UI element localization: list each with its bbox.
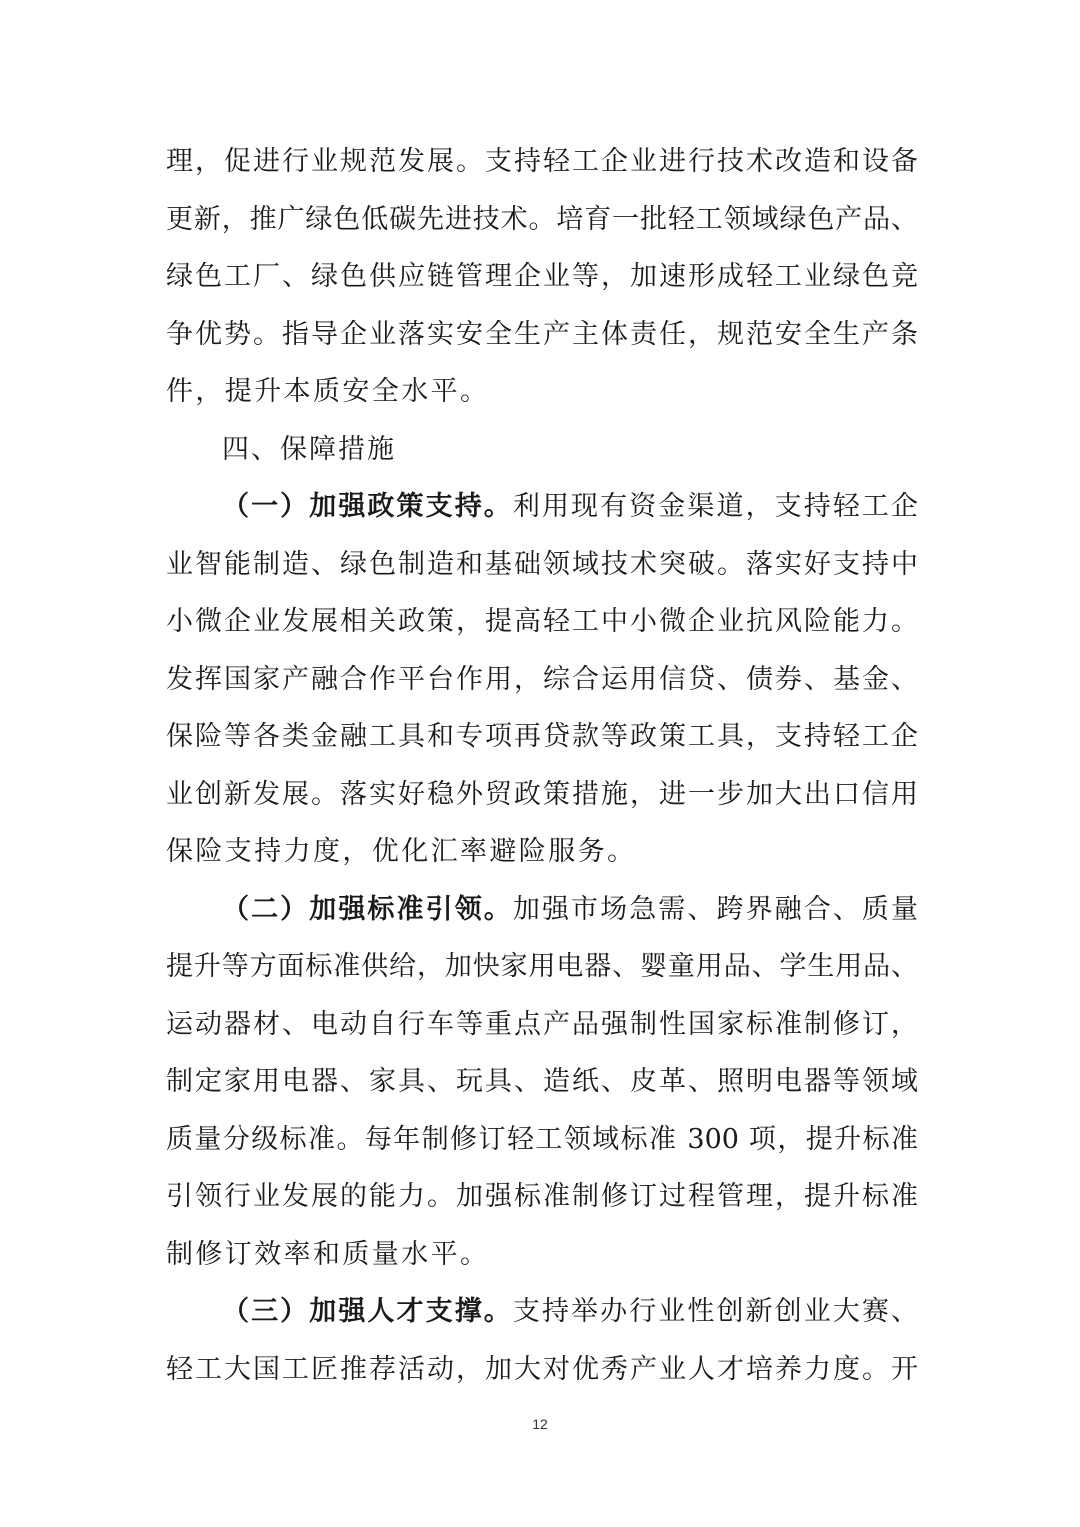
paragraph-line: 理，促进行业规范发展。支持轻工企业进行技术改造和设备 <box>166 146 918 177</box>
paragraph-line: 绿色工厂、绿色供应链管理企业等，加速形成轻工业绿色竞 <box>166 261 918 292</box>
paragraph-line: 业智能制造、绿色制造和基础领域技术突破。落实好支持中 <box>166 548 918 580</box>
paragraph-line: 小微企业发展相关政策，提高轻工中小微企业抗风险能力。 <box>166 606 918 637</box>
paragraph-line: 发挥国家产融合作平台作用，综合运用信贷、债券、基金、 <box>166 663 918 695</box>
page-number: 12 <box>532 1416 548 1432</box>
subsection-first-line <box>166 881 918 939</box>
paragraph-line: 运动器材、电动自行车等重点产品强制性国家标准制修订， <box>166 1008 918 1040</box>
subsection-heading: （二）加强标准引领。 <box>222 893 513 925</box>
paragraph-line: 业创新发展。落实好稳外贸政策措施，进一步加大出口信用 <box>166 778 918 810</box>
subsection-heading: （三）加强人才支撑。 <box>222 1296 513 1327</box>
paragraph-line: 提升等方面标准供给，加快家用电器、婴童用品、学生用品、 <box>166 951 918 982</box>
subsection-text: 支持举办行业性创新创业大赛、 <box>512 1296 919 1327</box>
paragraph-line: 争优势。指导企业落实安全生产主体责任，规范安全生产条 <box>166 318 918 350</box>
paragraph-line: 件，提升本质安全水平。 <box>166 376 490 407</box>
paragraph-line: 保险等各类金融工具和专项再贷款等政策工具，支持轻工企 <box>166 721 918 752</box>
paragraph-line: 轻工大国工匠推荐活动，加大对优秀产业人才培养力度。开 <box>166 1353 918 1385</box>
paragraph-line: 保险支持力度，优化汇率避险服务。 <box>166 836 637 867</box>
paragraph-line: 更新，推广绿色低碳先进技术。培育一批轻工领域绿色产品、 <box>166 203 918 235</box>
body-text <box>166 133 918 1398</box>
subsection-text: 利用现有资金渠道，支持轻工企 <box>512 491 919 522</box>
paragraph-line: 制定家用电器、家具、玩具、造纸、皮革、照明电器等领域 <box>166 1066 918 1097</box>
subsection-text: 加强市场急需、跨界融合、质量 <box>512 893 919 925</box>
paragraph-line: 质量分级标准。每年制修订轻工领域标准 300 项，提升标准 <box>166 1123 918 1155</box>
section-heading: 四、保障措施 <box>222 433 396 465</box>
paragraph-line: 制修订效率和质量水平。 <box>166 1238 490 1270</box>
paragraph-line: 引领行业发展的能力。加强标准制修订过程管理，提升标准 <box>166 1181 918 1212</box>
subsection-first-line <box>166 1283 918 1341</box>
subsection-heading: （一）加强政策支持。 <box>222 491 513 522</box>
subsection-first-line <box>166 478 918 536</box>
